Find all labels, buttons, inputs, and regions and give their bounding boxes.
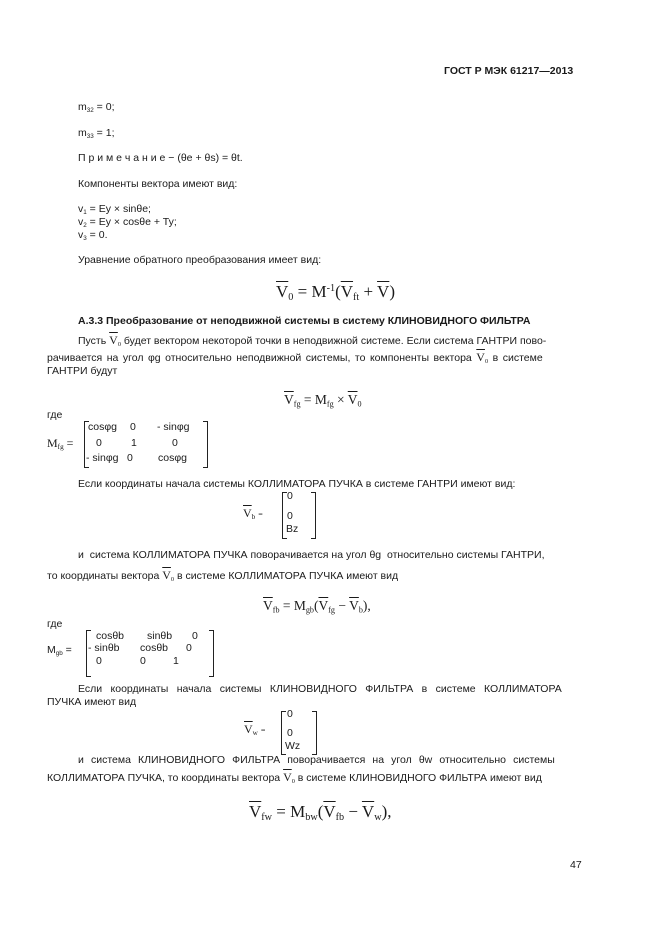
paragraph-4-line-1: Если координаты начала системы КЛИНОВИДНОГО ФИЛЬТРА в системе КОЛЛИМАТОРА [78, 683, 562, 695]
paragraph-4-line-2: ПУЧКА имеют вид [47, 696, 137, 708]
equation-beam: $\overline{V}_{fb} = M_{gb}(\overline{V}_{fg} - \overline{V}_b)$, [263, 598, 371, 615]
page-number: 47 [570, 859, 582, 871]
v2-line: $v_2 = Ey \times \cos\theta e + Ty$; [78, 216, 177, 229]
where-label-1: где [47, 409, 63, 421]
section-heading: А.3.3 Преобразование от неподвижной системы в систему КЛИНОВИДНОГО ФИЛЬТРА [78, 315, 531, 327]
mgb-cell: 1 [173, 655, 179, 667]
mfg-cell: 1 [131, 437, 137, 449]
vw-cell: 0 [287, 708, 293, 720]
mfg-cell: 0 [96, 437, 102, 449]
vb-cell: Bz [286, 523, 299, 535]
vb-cell: 0 [287, 510, 293, 522]
mgb-cell: 0 [186, 642, 192, 654]
mgb-cell: cosθb [140, 642, 169, 654]
equation-inverse: $\overline{V}_0 = M^{-1}(\overline{V}_{ft} + \overline{V})$ [276, 282, 395, 304]
vb-cell: 0 [287, 490, 293, 502]
document-id: ГОСТ Р МЭК 61217—2013 [444, 65, 574, 77]
paragraph-2: Если координаты начала системы КОЛЛИМАТОРА ПУЧКА в системе ГАНТРИ имеют вид: [78, 478, 516, 490]
mfg-cell: cosφg [88, 421, 117, 433]
mfg-cell: - sinφg [157, 421, 190, 433]
paragraph-1-line-1: Пусть $\overline{V}_0$ будет вектором некоторой точки в неподвижной системе. Если система ГАНТРИ пово- [78, 333, 547, 348]
vw-cell: 0 [287, 727, 293, 739]
inverse-intro: Уравнение обратного преобразования имеет вид: [78, 254, 322, 266]
vb-label: $\overline{V}_b$ = [243, 506, 263, 522]
mgb-right-bracket [209, 630, 214, 677]
mfg-label: $M_{fg}$ = [47, 436, 74, 452]
vw-label: $\overline{V}_w$ = [244, 722, 266, 738]
mgb-label: $M_{gb}$ = [47, 644, 72, 657]
mfg-right-bracket [203, 421, 208, 468]
mgb-cell: 0 [96, 655, 102, 667]
paragraph-3-line-1: и система КОЛЛИМАТОРА ПУЧКА поворачивается на угол θg относительно системы ГАНТРИ, [78, 549, 545, 561]
mfg-cell: cosφg [158, 452, 187, 464]
note-line: П р и м е ч а н и е − (θe + θs) = θt. [78, 152, 243, 164]
mgb-cell: 0 [140, 655, 146, 667]
mgb-cell: - sinθb [88, 642, 120, 654]
v3-line: $v_3 = 0$. [78, 229, 108, 242]
where-label-2: где [47, 618, 63, 630]
paragraph-5-line-1: и система КЛИНОВИДНОГО ФИЛЬТРА поворачивается на угол θw относительно системы [78, 754, 555, 766]
components-intro: Компоненты вектора имеют вид: [78, 178, 238, 190]
equation-wedge: $\overline{V}_{fw} = M_{bw}(\overline{V}_{fb} - \overline{V}_w)$, [249, 802, 392, 824]
mfg-cell: 0 [130, 421, 136, 433]
m32-line: $m_{32} = 0$; [78, 101, 115, 114]
mgb-cell: sinθb [147, 630, 173, 642]
m33-line: $m_{33} = 1$; [78, 127, 115, 140]
mgb-cell: 0 [192, 630, 198, 642]
paragraph-5-line-2: КОЛЛИМАТОРА ПУЧКА, то координаты вектора $\overline{V}_0$ в системе КЛИНОВИДНОГО ФИЛЬТРА имеют вид [47, 770, 542, 785]
vb-right-bracket [311, 492, 316, 539]
mgb-cell: cosθb [96, 630, 125, 642]
vw-right-bracket [312, 711, 317, 755]
mfg-cell: 0 [172, 437, 178, 449]
paragraph-1-line-3: ГАНТРИ будут [47, 365, 118, 377]
mfg-cell: - sinφg [86, 452, 119, 464]
paragraph-1-line-2: рачивается на угол φg относительно неподвижной системы, то компоненты вектора $\overline{V}_0$ в системе [47, 350, 543, 365]
mfg-cell: 0 [127, 452, 133, 464]
vw-cell: Wz [285, 740, 301, 752]
equation-gantry: $\overline{V}_{fg} = M_{fg} \times \overline{V}_0$ [284, 392, 362, 409]
paragraph-3-line-2: то координаты вектора $\overline{V}_0$ в системе КОЛЛИМАТОРА ПУЧКА имеют вид [47, 568, 399, 583]
v1-line: $v_1 = Ey \times \sin\theta e$; [78, 203, 151, 216]
